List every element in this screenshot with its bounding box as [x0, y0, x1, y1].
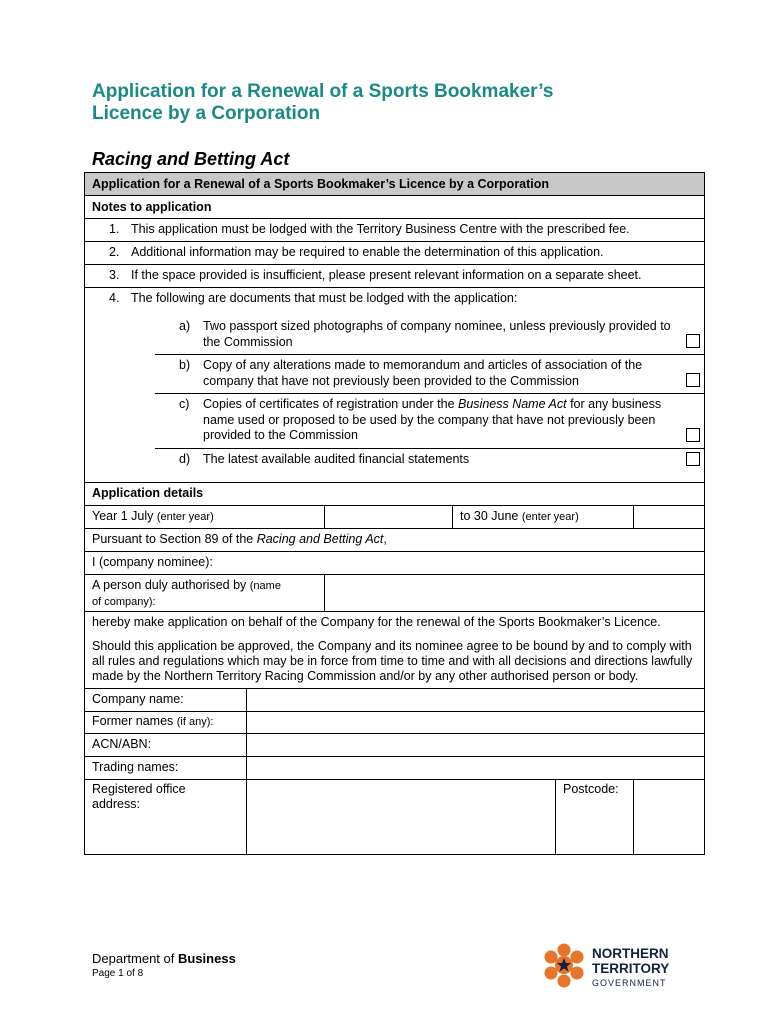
document-checkbox[interactable] — [686, 334, 700, 348]
year-label — [85, 505, 325, 528]
to-hint: (enter year) — [521, 510, 579, 523]
nominee-label: I (company nominee): — [85, 551, 705, 574]
trading-names-field[interactable] — [247, 756, 705, 779]
document-text-part: Copies of certificates of registration under the — [203, 397, 458, 411]
authorised-hint: (name — [249, 579, 281, 592]
office-label-line: Registered office — [92, 781, 186, 796]
act-title: Racing and Betting Act — [92, 149, 290, 169]
postcode-label-text: Postcode: — [563, 781, 619, 796]
notes-list — [85, 219, 704, 482]
postcode-label — [555, 780, 626, 854]
note-item — [85, 219, 704, 241]
document-item — [155, 448, 704, 472]
logo-line: TERRITORY — [592, 961, 670, 976]
note-number: 1. — [109, 222, 120, 236]
postcode-field[interactable] — [634, 779, 705, 854]
declaration — [85, 611, 705, 688]
note-text: Additional information may be required to enable the determination of this application. — [131, 245, 604, 259]
notes-heading: Notes to application — [85, 196, 705, 219]
declaration-paragraph: hereby make application on behalf of the Company for the renewal of the Sports Bookmaker’s Licence. — [92, 614, 661, 629]
document-checkbox[interactable] — [686, 373, 700, 387]
document-letter: a) — [179, 319, 191, 333]
company-name-field[interactable] — [247, 688, 705, 711]
note-text: The following are documents that must be lodged with the application: — [131, 291, 518, 305]
pursuant-pre: Pursuant to Section 89 of the — [92, 532, 257, 546]
business-name-act: Business Name Act — [458, 397, 567, 411]
table-header: Application for a Renewal of a Sports Bookmaker’s Licence by a Corporation — [85, 173, 705, 196]
acn-field[interactable] — [247, 733, 705, 756]
note-number: 4. — [109, 291, 120, 305]
note-text: This application must be lodged with the Territory Business Centre with the prescribed fee. — [131, 222, 630, 236]
document-checkbox[interactable] — [686, 428, 700, 442]
document-item — [155, 316, 704, 354]
former-names-text: Former names — [92, 714, 174, 728]
logo-wordmark — [592, 946, 669, 991]
note-number: 2. — [109, 245, 120, 259]
form-title-line1: Application for a Renewal of a Sports Bookmaker’s — [92, 81, 554, 102]
details-heading: Application details — [85, 482, 705, 505]
document-checkbox[interactable] — [686, 452, 700, 466]
logo-line: NORTHERN — [592, 946, 669, 961]
authorised-label-text: A person duly authorised by — [92, 577, 247, 592]
pursuant-text — [85, 528, 705, 551]
authorised-label — [85, 574, 325, 611]
document-item — [155, 354, 704, 393]
registered-office-field[interactable] — [247, 779, 634, 854]
document-letter: b) — [179, 358, 191, 372]
pursuant-post: , — [383, 532, 387, 546]
department-name: Business — [178, 951, 236, 966]
note-item — [85, 241, 704, 264]
authorised-hint: of company): — [92, 595, 156, 608]
logo-line: GOVERNMENT — [592, 978, 667, 988]
page-number: Page 1 of 8 — [92, 968, 144, 979]
document-text: The latest available audited financial statements — [203, 452, 470, 466]
application-form-table — [84, 172, 705, 855]
document-letter: d) — [179, 451, 191, 466]
year-start-field[interactable] — [325, 505, 453, 528]
department-prefix: Department of — [92, 951, 178, 966]
note-item — [85, 264, 704, 287]
racing-betting-act: Racing and Betting Act — [256, 532, 384, 546]
former-names-field[interactable] — [247, 711, 705, 733]
declaration-paragraph: Should this application be approved, the Company and its nominee agree to be bound by and to comply with all rules and regulations which may be in force from time to time and with all decisions and directions lawfully made by the Northern Territory Racing Commission and/or by any other authorised person or body. — [92, 638, 693, 683]
document-letter: c) — [179, 397, 190, 411]
footer-department — [92, 951, 236, 966]
year-hint: (enter year) — [156, 510, 214, 523]
note-text: If the space provided is insufficient, please present relevant information on a separate sheet. — [131, 268, 642, 282]
year-label-text: Year 1 July — [92, 508, 154, 523]
former-names-hint: (if any): — [176, 716, 214, 728]
former-names-label — [85, 711, 247, 733]
note-item — [85, 287, 704, 482]
office-label-line: address: — [92, 796, 140, 811]
documents-list — [109, 316, 704, 472]
document-text — [203, 397, 680, 444]
form-title — [92, 81, 692, 125]
company-name-label: Company name: — [85, 688, 247, 711]
document-text-part: for any business name used or proposed to be used by the company that have not previously been provided to the Commission — [203, 397, 662, 442]
acn-label: ACN/ABN: — [85, 733, 247, 756]
to-label — [453, 505, 634, 528]
document-item — [155, 393, 704, 448]
registered-office-label — [85, 779, 247, 854]
document-text: Two passport sized photographs of company nominee, unless previously provided to the Commission — [203, 319, 671, 349]
company-authorising-field[interactable] — [325, 574, 705, 611]
year-end-field[interactable] — [634, 505, 705, 528]
to-label-text: to 30 June — [460, 508, 519, 523]
trading-names-label: Trading names: — [85, 756, 247, 779]
form-title-line2: Licence by a Corporation — [92, 103, 321, 124]
document-text: Copy of any alterations made to memorandum and articles of association of the company that have not previously been provided to the Commission — [203, 358, 643, 388]
note-number: 3. — [109, 268, 120, 282]
